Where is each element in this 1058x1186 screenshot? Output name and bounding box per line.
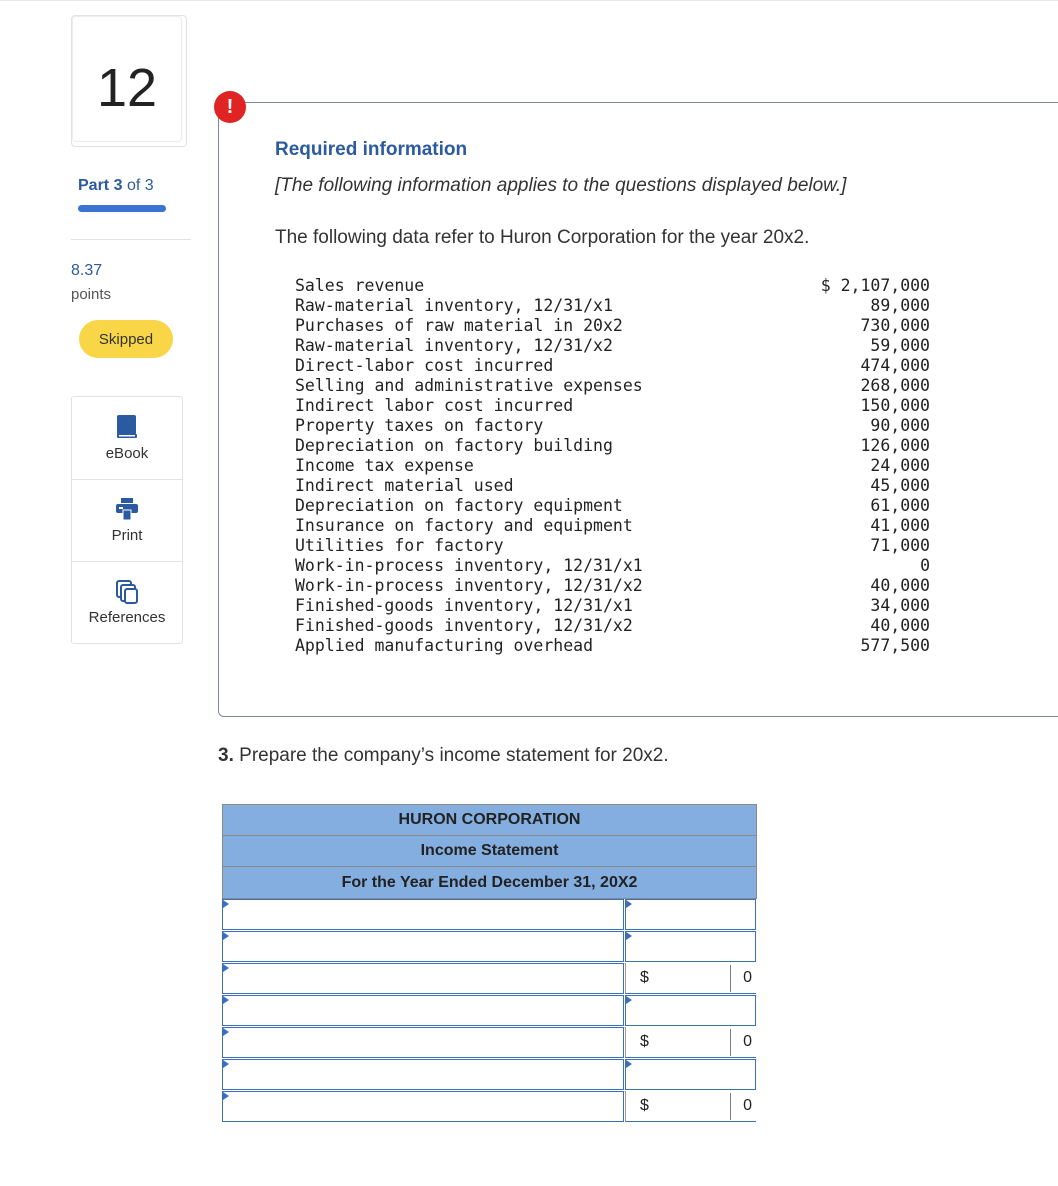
currency-symbol: $ (640, 1097, 649, 1114)
row-value: 730,000 (860, 316, 930, 335)
row-value: 89,000 (870, 296, 930, 315)
table-row (295, 376, 945, 396)
table-row (295, 396, 945, 416)
row-label: Indirect material used (295, 476, 514, 495)
points-value: 8.37 (71, 262, 103, 279)
table-row (295, 296, 945, 316)
row-label: Direct-labor cost incurred (295, 356, 554, 375)
table-row (295, 556, 945, 576)
table-row (295, 636, 945, 656)
dropdown-indicator-icon (223, 996, 229, 1004)
ebook-button[interactable] (72, 397, 182, 479)
statement-period: For the Year Ended December 31, 20X2 (222, 866, 757, 899)
line-item-select[interactable] (222, 963, 624, 994)
row-value: 34,000 (870, 596, 930, 615)
dropdown-indicator-icon (626, 932, 632, 940)
subtotal-cell (625, 1027, 756, 1058)
row-value: 474,000 (860, 356, 930, 375)
part-indicator (78, 177, 154, 195)
row-value: 150,000 (860, 396, 930, 415)
printer-icon (114, 496, 140, 522)
required-info-note: [The following information applies to the questions displayed below.] (275, 175, 847, 196)
statement-row (222, 963, 757, 995)
table-row (295, 596, 945, 616)
row-value: 577,500 (860, 636, 930, 655)
row-label: Raw-material inventory, 12/31/x1 (295, 296, 613, 315)
line-item-select[interactable] (222, 1059, 624, 1090)
row-label: Indirect labor cost incurred (295, 396, 574, 415)
table-row (295, 336, 945, 356)
amount-input[interactable] (625, 899, 756, 930)
tools-panel (71, 396, 183, 644)
statement-row (222, 1027, 757, 1059)
part-progress-bar (78, 205, 166, 212)
income-statement (222, 804, 757, 1123)
dropdown-indicator-icon (223, 900, 229, 908)
table-row (295, 456, 945, 476)
required-info-intro: The following data refer to Huron Corporation for the year 20x2. (275, 227, 810, 248)
statement-company: HURON CORPORATION (222, 804, 757, 835)
sidebar-divider (71, 239, 191, 240)
table-row (295, 536, 945, 556)
row-value: $ 2,107,000 (820, 276, 930, 295)
line-item-select[interactable] (222, 931, 624, 962)
dropdown-indicator-icon (223, 1060, 229, 1068)
row-label: Sales revenue (295, 276, 425, 295)
total-value: 0 (743, 1097, 752, 1114)
row-value: 40,000 (870, 616, 930, 635)
table-row (295, 356, 945, 376)
table-row (295, 516, 945, 536)
print-button[interactable] (72, 479, 182, 562)
statement-row (222, 995, 757, 1027)
table-row (295, 496, 945, 516)
statement-title: Income Statement (222, 835, 757, 866)
table-row (295, 276, 945, 296)
amount-input[interactable] (625, 995, 756, 1026)
row-value: 59,000 (870, 336, 930, 355)
line-item-select[interactable] (222, 995, 624, 1026)
part-prefix: Part (78, 177, 110, 194)
row-label: Applied manufacturing overhead (295, 636, 594, 655)
subtotal-value: 0 (743, 1033, 752, 1050)
table-row (295, 436, 945, 456)
dropdown-indicator-icon (223, 964, 229, 972)
row-label: Insurance on factory and equipment (295, 516, 633, 535)
dropdown-indicator-icon (223, 1028, 229, 1036)
required-info-title: Required information (275, 139, 468, 160)
table-row (295, 316, 945, 336)
dropdown-indicator-icon (223, 1092, 229, 1100)
row-value: 45,000 (870, 476, 930, 495)
row-label: Work-in-process inventory, 12/31/x1 (295, 556, 643, 575)
total-cell (625, 1091, 756, 1122)
amount-input[interactable] (625, 1059, 756, 1090)
line-item-select[interactable] (222, 1091, 624, 1122)
row-label: Work-in-process inventory, 12/31/x2 (295, 576, 643, 595)
amount-input[interactable] (625, 931, 756, 962)
currency-symbol: $ (640, 1033, 649, 1050)
status-badge: Skipped (79, 320, 173, 358)
row-label: Income tax expense (295, 456, 474, 475)
question-number-card (71, 15, 187, 147)
row-value: 71,000 (870, 536, 930, 555)
row-label: Depreciation on factory building (295, 436, 613, 455)
table-row (295, 616, 945, 636)
row-value: 0 (920, 556, 930, 575)
line-item-select[interactable] (222, 899, 624, 930)
row-label: Raw-material inventory, 12/31/x2 (295, 336, 613, 355)
row-value: 40,000 (870, 576, 930, 595)
table-row (295, 576, 945, 596)
print-label: Print (111, 527, 143, 544)
row-label: Finished-goods inventory, 12/31/x2 (295, 616, 633, 635)
book-icon (114, 414, 140, 440)
row-value: 268,000 (860, 376, 930, 395)
statement-row (222, 931, 757, 963)
cost-data-table (295, 276, 945, 656)
part-current: 3 (113, 177, 123, 194)
points-label: points (71, 286, 112, 303)
subtotal-value: 0 (743, 969, 752, 986)
row-value: 24,000 (870, 456, 930, 475)
alert-icon: ! (214, 91, 246, 123)
statement-row (222, 1091, 757, 1123)
line-item-select[interactable] (222, 1027, 624, 1058)
question-text (218, 745, 669, 767)
row-value: 126,000 (860, 436, 930, 455)
dropdown-indicator-icon (626, 900, 632, 908)
row-label: Depreciation on factory equipment (295, 496, 623, 515)
question-number: 12 (96, 58, 158, 118)
dropdown-indicator-icon (626, 1060, 632, 1068)
dropdown-indicator-icon (626, 996, 632, 1004)
row-label: Finished-goods inventory, 12/31/x1 (295, 596, 633, 615)
references-button[interactable] (72, 561, 182, 644)
references-label: References (88, 609, 166, 626)
table-row (295, 416, 945, 436)
row-label: Utilities for factory (295, 536, 504, 555)
row-value: 61,000 (870, 496, 930, 515)
statement-row (222, 899, 757, 931)
subtotal-cell (625, 963, 756, 994)
question-prompt: Prepare the company’s income statement for 20x2. (239, 745, 669, 766)
row-label: Purchases of raw material in 20x2 (295, 316, 623, 335)
table-row (295, 476, 945, 496)
row-value: 41,000 (870, 516, 930, 535)
row-label: Property taxes on factory (295, 416, 544, 435)
ebook-label: eBook (105, 445, 149, 462)
part-total: of 3 (126, 177, 154, 194)
row-value: 90,000 (870, 416, 930, 435)
currency-symbol: $ (640, 969, 649, 986)
statement-row (222, 1059, 757, 1091)
question-number-label: 3. (218, 745, 234, 766)
references-icon (114, 578, 140, 604)
row-label: Selling and administrative expenses (295, 376, 643, 395)
dropdown-indicator-icon (223, 932, 229, 940)
